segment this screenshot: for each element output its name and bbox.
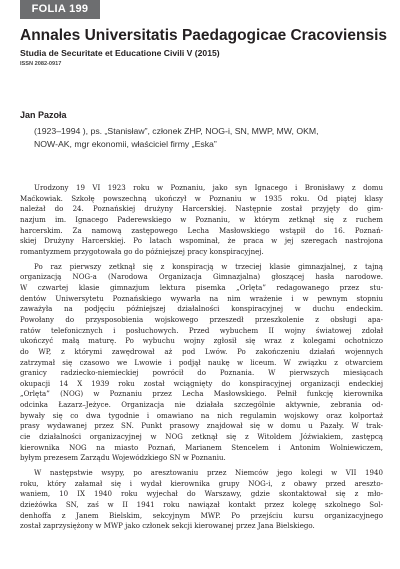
text-line: został zaprzysiężony w MWP jako członek sekcji kierowanej przez Jana Bielskiego. bbox=[20, 521, 315, 531]
text-line: „Orlęta” (NOG) w Poznaniu przez Lecha Masłowskiego. Pełnił funkcję kierownika bbox=[20, 389, 383, 399]
text-line: romantyzmem przygotowała go do późniejszej pracy konspiracyjnej. bbox=[20, 246, 264, 256]
text-line: granicy radziecko-niemieckiej powrócił do Poznania. W pierwszych miesiącach bbox=[20, 368, 383, 378]
text-line: do WP, z którymi zawędrował aż pod Lwów. Po zakończeniu działań wojennych bbox=[20, 346, 383, 356]
issn: ISSN 2082-0917 bbox=[20, 61, 62, 67]
paragraph bbox=[20, 468, 383, 532]
text-line: odcinka Łazarz–Jeżyce. Organizacja nie działała szczególnie aktywnie, zebrania od- bbox=[20, 400, 383, 410]
text-line: należał do 24. Poznańskiej drużyny Harcerskiej. Następnie został przyjęty do gim- bbox=[20, 204, 383, 214]
author-bio bbox=[34, 125, 390, 150]
text-line: W czwartej klasie gimnazjum lektura pisemka „Orlęta” redagowanego przez stu- bbox=[20, 282, 383, 292]
text-line: denhoffa z Janem Bielskim, sekcyjnym MWP. Po przejściu kursu organizacyjnego bbox=[20, 510, 383, 520]
text-line: zaważyła na podjęciu późniejszej działalności konspiracyjnej w duchu endeckim. bbox=[20, 304, 383, 314]
text-line: bywały się co dwa tygodnie i omawiano na nich regulamin wojskowy oraz kolportaż bbox=[20, 410, 383, 420]
journal-title: Annales Universitatis Paedagogicae Cracoviensis bbox=[20, 27, 387, 44]
text-line: waniem, 10 IX 1940 roku wyjechał do Warszawy, gdzie skontaktował się z mło- bbox=[20, 489, 383, 499]
text-line: Powołany do przysposobienia wojskowego przeszedł przeszkolenie z obsługi apa- bbox=[20, 314, 383, 324]
paragraph bbox=[20, 183, 383, 258]
text-line: prasy wydawanej przez SN. Punkt prasowy znajdował się w domu u Pazały. W trak- bbox=[20, 421, 383, 431]
text-line: cie działalności organizacyjnej w NOG zetknął się z Witoldem Jóźwiakiem, zastępcą bbox=[20, 432, 383, 442]
text-line: Po raz pierwszy zetknął się z konspiracją w trzeciej klasie gimnazjalnej, z tajną bbox=[34, 261, 383, 271]
text-line: Maćkowiak. Szkołę powszechną ukończył w Poznaniu w 1935 roku. Od piątej klasy bbox=[20, 193, 383, 203]
article-body bbox=[20, 183, 383, 536]
bio-line: (1923–1994 ), ps. „Stanisław”, członek ZHP, NOG-i, SN, MWP, MW, OKM, bbox=[34, 126, 319, 136]
text-line: ukończyć małą maturę. Po wybuchu wojny zgłosił się wraz z kolegami ochotniczo bbox=[20, 336, 383, 346]
text-line: ratów telefonicznych i posłuchowych. Przed wybuchem II wojny światowej zdołał bbox=[20, 325, 383, 335]
journal-subtitle: Studia de Securitate et Educatione Civili V (2015) bbox=[20, 48, 220, 58]
text-line: organizacją NOG-a (Narodowa Organizacja Gimnazjalna) głoszącej hasła narodowe. bbox=[20, 272, 383, 282]
text-line: nazjum im. Ignacego Paderewskiego w Poznaniu, w którym zetknął się z ruchem bbox=[20, 214, 383, 224]
author-name: Jan Pazoła bbox=[20, 110, 67, 120]
text-line: harcerskim. Za namową zastępowego Lecha Masłowskiego wstąpił do 16. Poznań- bbox=[20, 225, 383, 235]
text-line: dzieżówka SN, zaś w II 1941 roku nawiązał kontakt przez kolegę szkolnego Sol- bbox=[20, 500, 383, 510]
text-line: roku, który załamał się i wydał kierownika grupy NOG-i, z obawy przed areszto- bbox=[20, 478, 383, 488]
text-line: Urodzony 19 VI 1923 roku w Poznaniu, jako syn Ignacego i Bronisławy z domu bbox=[34, 183, 383, 192]
text-line: kierownika NOG na miasto Poznań, Marianem Stencelem i Antonim Wolniewiczem, bbox=[20, 442, 383, 452]
text-line: W następstwie wsypy, po aresztowaniu przez Niemców jego kolegi w VII 1940 bbox=[34, 468, 383, 478]
text-line: byłym prezesem Zarządu Wojewódzkiego SN w Poznaniu. bbox=[20, 453, 226, 463]
text-line: zatrzymał się czasowo we Lwowie i podjął naukę w liceum. W związku z otwarciem bbox=[20, 357, 383, 367]
folia-badge: FOLIA 199 bbox=[20, 0, 100, 19]
paragraph bbox=[20, 262, 383, 464]
text-line: okupacji 14 X 1939 roku został wciągnięty do konspiracyjnej organizacji endeckiej bbox=[20, 378, 383, 388]
text-line: dentów Uniwersytetu Poznańskiego wywarła na nim wrażenie i w pewnym stopniu bbox=[20, 293, 383, 303]
text-line: skiej Drużyny Harcerskiej. Po latach wspominał, że praca w jej szeregach nastrojona bbox=[20, 236, 383, 246]
bio-line: NOW-AK, mgr ekonomii, właściciel firmy „Eska” bbox=[34, 138, 217, 149]
